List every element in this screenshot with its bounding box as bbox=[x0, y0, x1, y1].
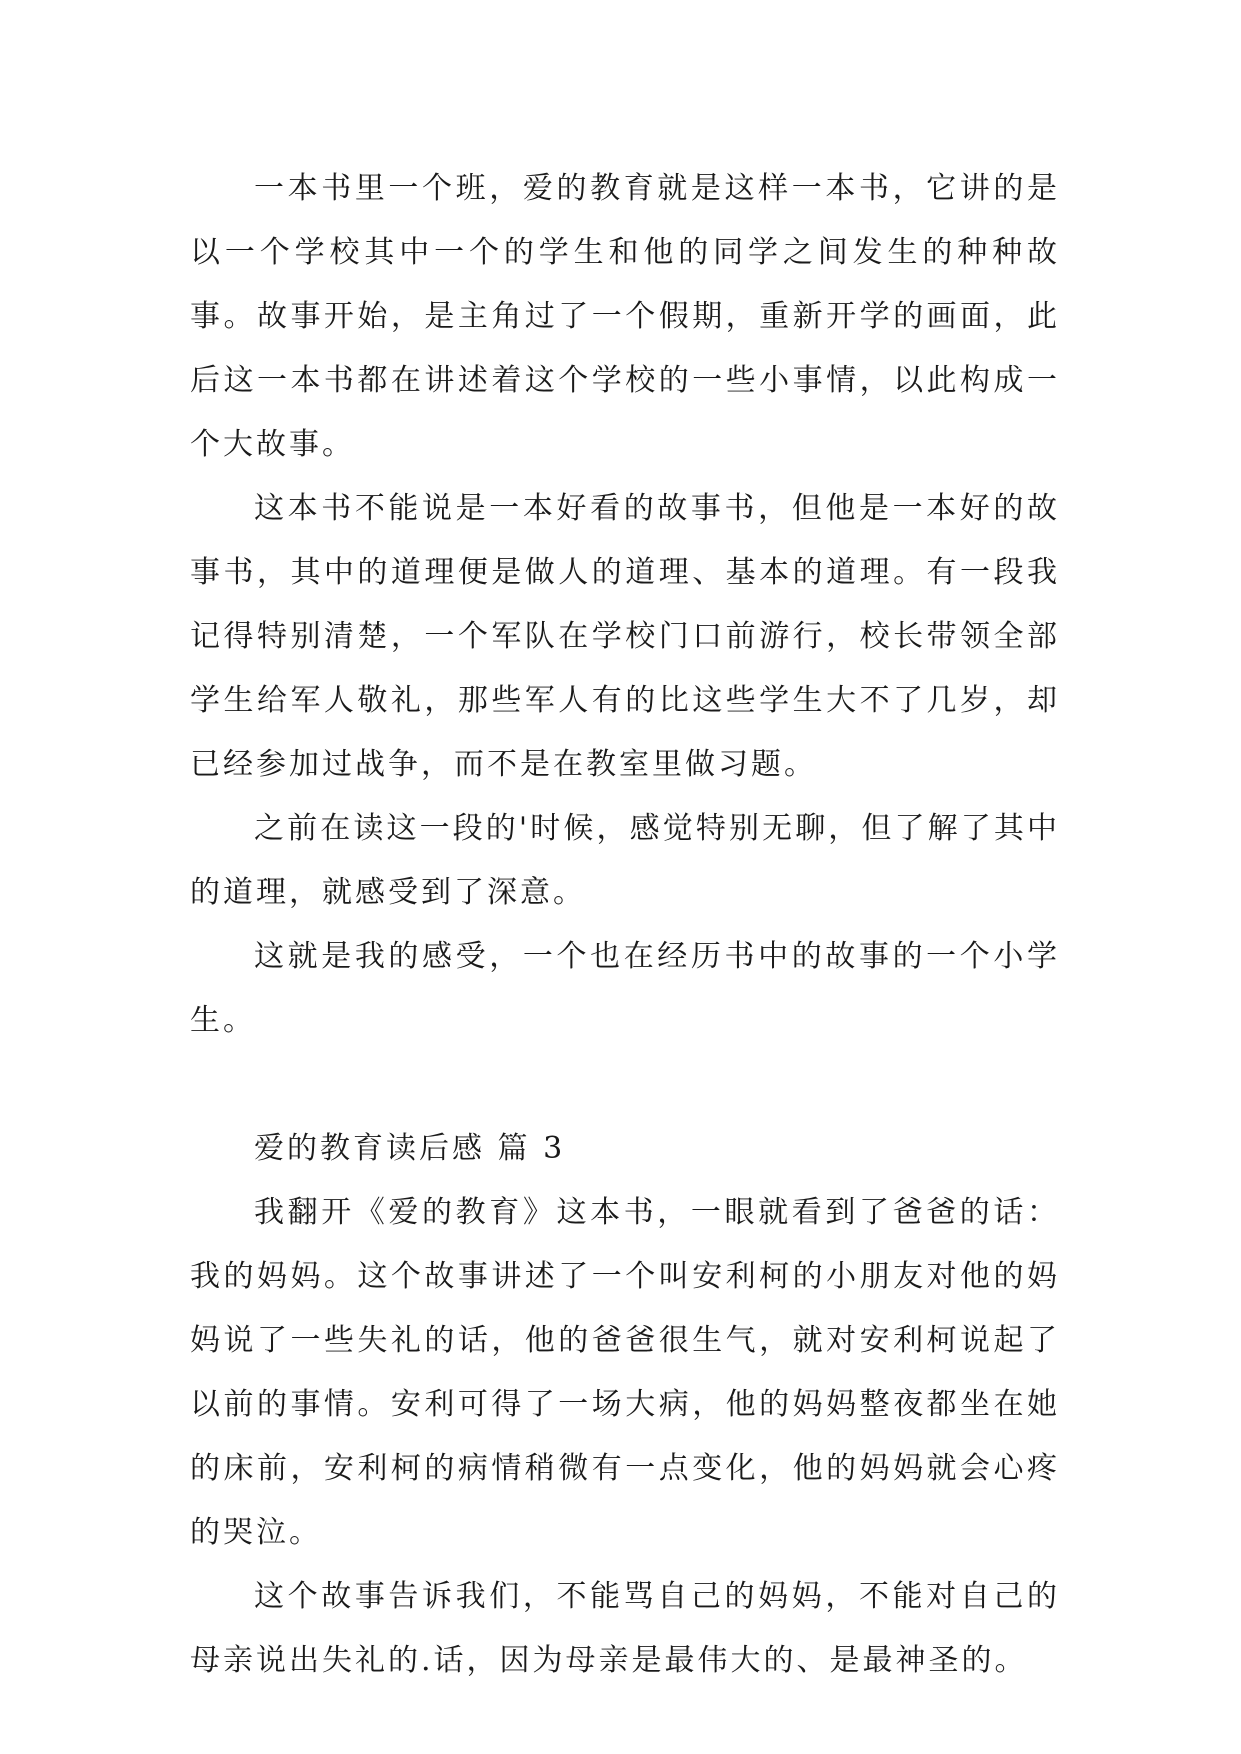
paragraph: 这就是我的感受，一个也在经历书中的故事的一个小学生。 bbox=[190, 939, 1060, 1038]
paragraph: 我翻开《爱的教育》这本书，一眼就看到了爸爸的话：我的妈妈。这个故事讲述了一个叫安利柯的小朋友对他的妈妈说了一些失礼的话，他的爸爸很生气，就对安利柯说起了以前的事情。安利可得了一场大病，他的妈妈整夜都坐在她的床前，安利柯的病情稍微有一点变化，他的妈妈就会心疼的哭泣。 bbox=[190, 1195, 1060, 1550]
paragraph: 一本书里一个班，爱的教育就是这样一本书，它讲的是以一个学校其中一个的学生和他的同学之间发生的种种故事。故事开始，是主角过了一个假期，重新开学的画面，此后这一本书都在讲述着这个学校的一些小事情，以此构成一个大故事。 bbox=[190, 171, 1060, 462]
section-spacer bbox=[190, 1053, 1060, 1117]
document-body bbox=[190, 157, 1060, 1693]
paragraph: 这个故事告诉我们，不能骂自己的妈妈，不能对自己的母亲说出失礼的.话，因为母亲是最伟大的、是最神圣的。 bbox=[190, 1579, 1060, 1678]
paragraph: 之前在读这一段的'时候，感觉特别无聊，但了解了其中的道理，就感受到了深意。 bbox=[190, 811, 1060, 910]
section-title: 爱的教育读后感 篇 3 bbox=[254, 1131, 566, 1166]
paragraph: 这本书不能说是一本好看的故事书，但他是一本好的故事书，其中的道理便是做人的道理、基本的道理。有一段我记得特别清楚，一个军队在学校门口前游行，校长带领全部学生给军人敬礼，那些军人有的比这些学生大不了几岁，却已经参加过战争，而不是在教室里做习题。 bbox=[190, 491, 1060, 782]
